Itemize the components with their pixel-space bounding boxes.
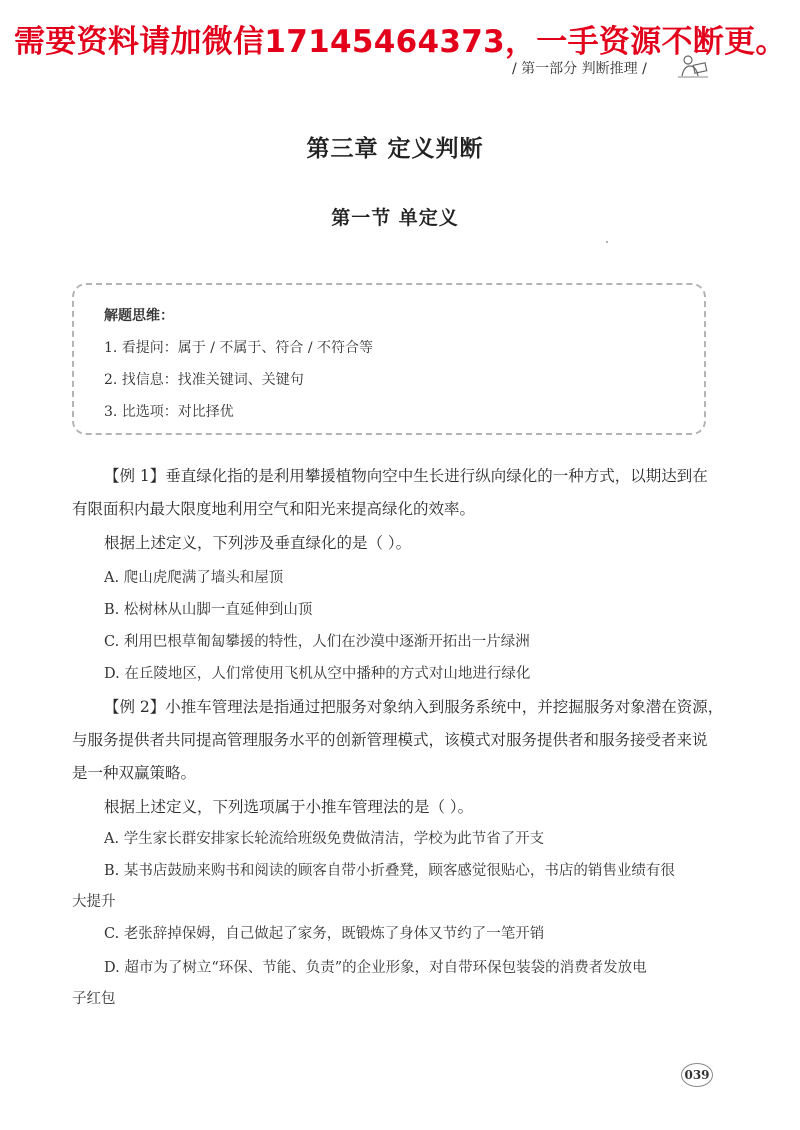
section-title: 第一节 单定义 [331,207,459,229]
scan-speck [606,241,608,243]
page-number: 039 [681,1063,713,1087]
example1-question: 根据上述定义，下列涉及垂直绿化的是（ ）。 [104,534,412,552]
example2-option-d-continued: 子红包 [72,991,116,1007]
example2-option-d: D. 超市为了树立“环保、节能、负责”的企业形象，对自带环保包装袋的消费者发放电 [104,960,647,976]
reading-figure-icon [676,52,710,78]
example2-option-b: B. 某书店鼓励来购书和阅读的顾客自带小折叠凳，顾客感觉很贴心，书店的销售业绩有很 [104,863,675,879]
example2-text: 与服务提供者共同提高管理服务水平的创新管理模式，该模式对服务提供者和服务接受者来说 [72,731,708,749]
tips-item: 1. 看提问：属于 / 不属于、符合 / 不符合等 [104,340,374,356]
tips-item: 2. 找信息：找准关键词、关键句 [104,372,304,388]
example2-text: 是一种双赢策略。 [72,764,197,782]
example2-question: 根据上述定义，下列选项属于小推车管理法的是（ ）。 [104,798,474,816]
promo-banner: 需要资料请加微信17145464373，一手资源不断更。 [14,24,787,60]
tips-item: 3. 比选项：对比择优 [104,404,234,420]
example2-option-c: C. 老张辞掉保姆，自己做起了家务，既锻炼了身体又节约了一笔开销 [104,926,545,942]
example1-text: 【例 1】垂直绿化指的是利用攀援植物向空中生长进行纵向绿化的一种方式，以期达到在 [104,467,708,485]
chapter-title: 第三章 定义判断 [306,136,484,162]
tips-box [72,283,706,435]
example1-option-a: A. 爬山虎爬满了墙头和屋顶 [104,570,284,586]
example2-text: 【例 2】小推车管理法是指通过把服务对象纳入到服务系统中，并挖掘服务对象潜在资源， [104,698,724,716]
example2-option-b-continued: 大提升 [72,894,116,910]
example2-option-a: A. 学生家长群安排家长轮流给班级免费做清洁，学校为此节省了开支 [104,831,545,847]
example1-option-c: C. 利用巴根草匍匐攀援的特性，人们在沙漠中逐渐开拓出一片绿洲 [104,634,530,650]
example1-option-d: D. 在丘陵地区，人们常使用飞机从空中播种的方式对山地进行绿化 [104,666,531,682]
example1-text: 有限面积内最大限度地利用空气和阳光来提高绿化的效率。 [72,500,476,518]
tips-title: 解题思维： [104,308,174,324]
example1-option-b: B. 松树林从山脚一直延伸到山顶 [104,602,313,618]
running-head: / 第一部分 判断推理 / [512,61,647,77]
